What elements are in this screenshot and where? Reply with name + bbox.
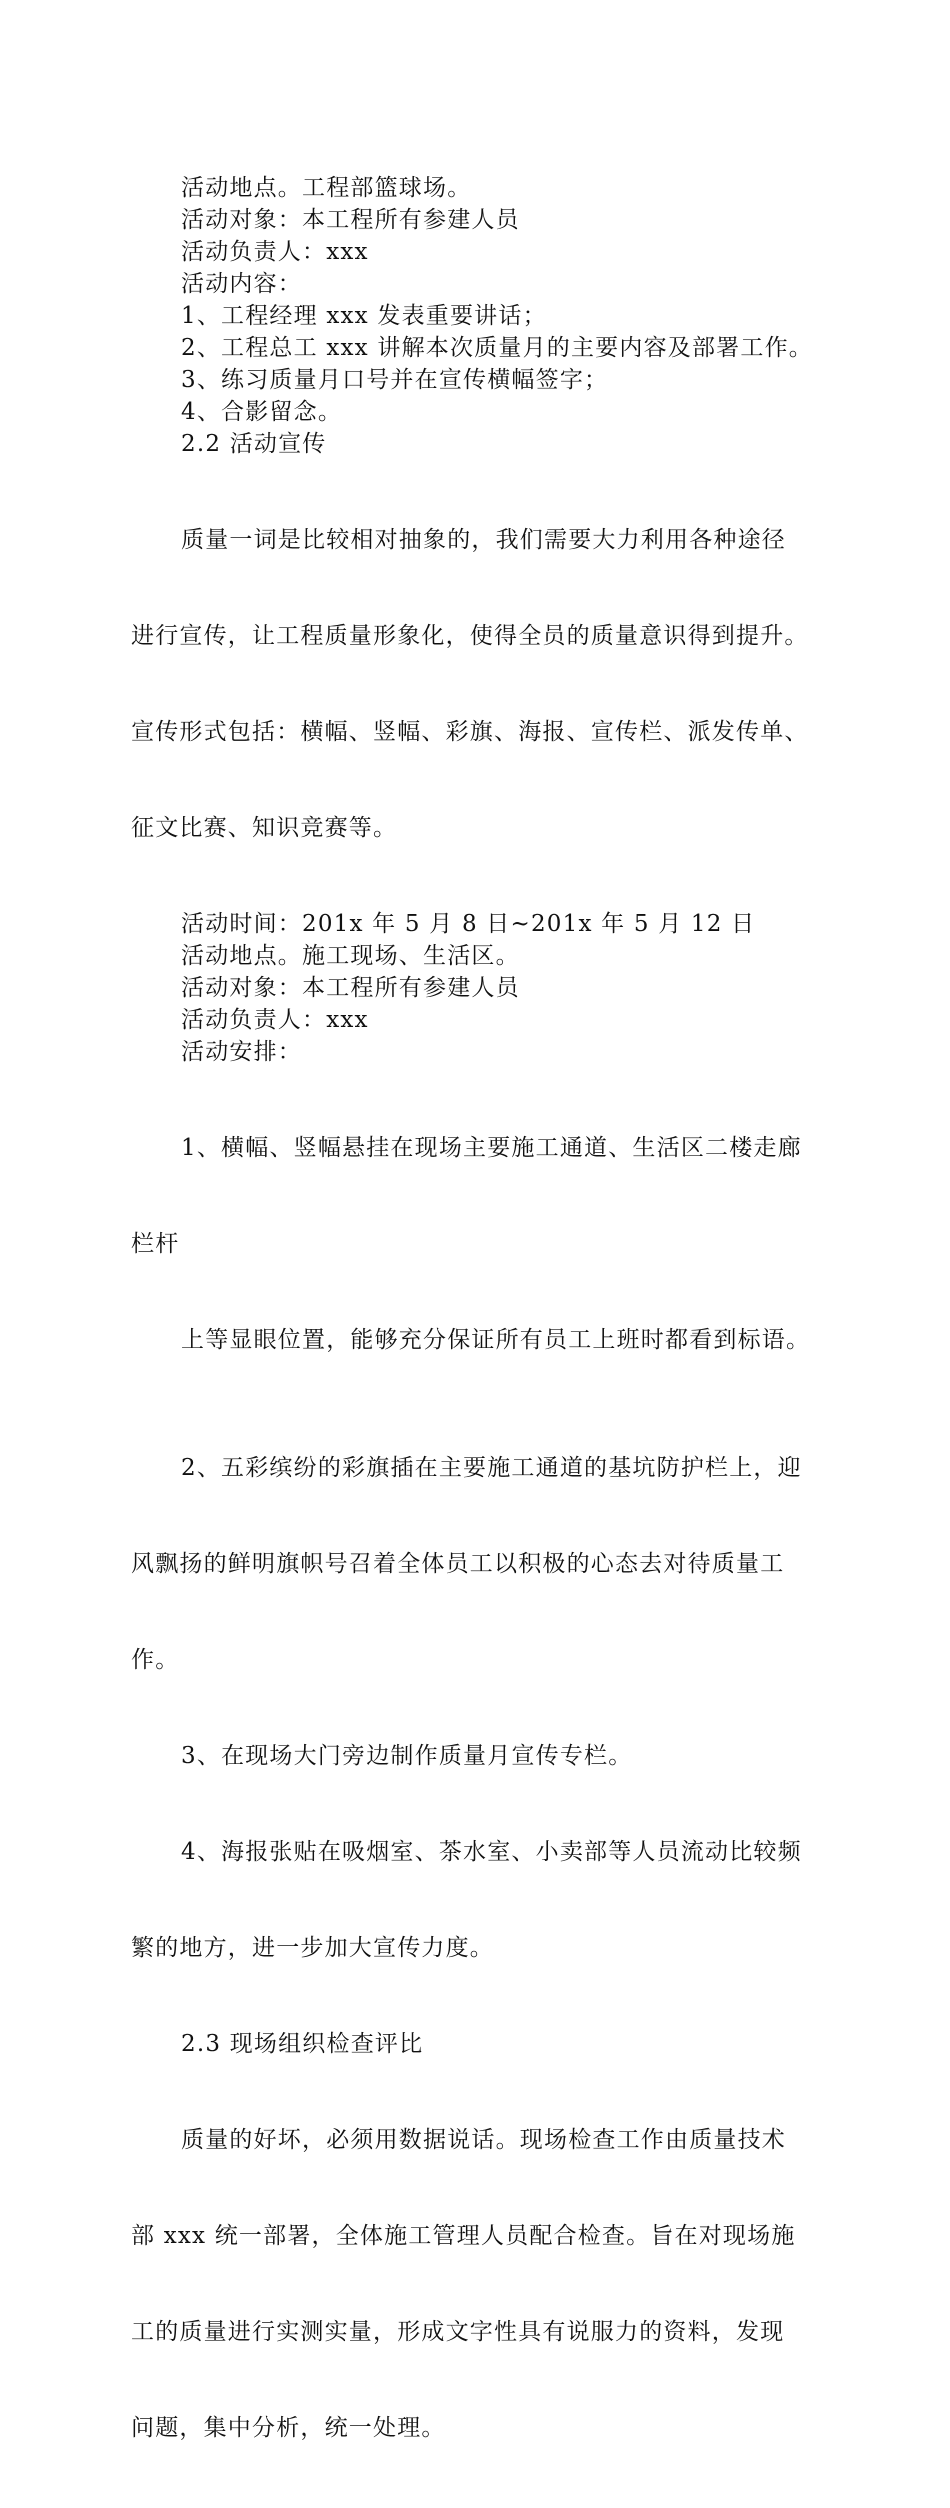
text-line: 部 xxx 统一部署，全体施工管理人员配合检查。旨在对现场施 bbox=[131, 2223, 796, 2249]
arrangement-item-1 bbox=[131, 1068, 831, 1324]
paragraph-participants-2 bbox=[131, 972, 831, 1004]
text-line: 活动负责人：xxx bbox=[181, 1007, 369, 1033]
text-line: 繁的地方，进一步加大宣传力度。 bbox=[131, 1935, 494, 1961]
paragraph-arrangement-heading bbox=[131, 1036, 831, 1068]
text-line: 质量一词是比较相对抽象的，我们需要大力利用各种途径 bbox=[181, 527, 786, 553]
text-line: 2、工程总工 xxx 讲解本次质量月的主要内容及部署工作。 bbox=[181, 335, 813, 361]
paragraph-content-heading bbox=[131, 268, 831, 300]
text-line: 作。 bbox=[131, 1647, 180, 1673]
arrangement-item-3 bbox=[131, 1740, 831, 1772]
text-line: 质量的好坏，必须用数据说话。现场检查工作由质量技术 bbox=[181, 2127, 786, 2153]
section-heading-2-3 bbox=[131, 2028, 831, 2060]
text-line: 风飘扬的鲜明旗帜号召着全体员工以积极的心态去对待质量工 bbox=[131, 1551, 785, 1577]
paragraph-inspection bbox=[131, 2060, 831, 2508]
text-line: 2.2 活动宣传 bbox=[181, 431, 327, 457]
text-line: 问题，集中分析，统一处理。 bbox=[131, 2415, 446, 2441]
list-item-4 bbox=[131, 396, 831, 428]
text-line: 上等显眼位置，能够充分保证所有员工上班时都看到标语。 bbox=[181, 1327, 811, 1353]
text-line: 活动负责人：xxx bbox=[181, 239, 369, 265]
text-line: 活动对象：本工程所有参建人员 bbox=[181, 975, 520, 1001]
arrangement-item-2 bbox=[131, 1388, 831, 1740]
text-line: 宣传形式包括：横幅、竖幅、彩旗、海报、宣传栏、派发传单、 bbox=[131, 719, 809, 745]
text-line: 2、五彩缤纷的彩旗插在主要施工通道的基坑防护栏上，迎 bbox=[181, 1455, 802, 1481]
paragraph-responsible-2 bbox=[131, 1004, 831, 1036]
text-line: 征文比赛、知识竞赛等。 bbox=[131, 815, 398, 841]
paragraph-location-site bbox=[131, 940, 831, 972]
text-line: 活动安排： bbox=[181, 1039, 302, 1065]
text-line: 1、横幅、竖幅悬挂在现场主要施工通道、生活区二楼走廊 bbox=[181, 1135, 802, 1161]
paragraph-participants bbox=[131, 204, 831, 236]
text-line: 4、合影留念。 bbox=[181, 399, 343, 425]
arrangement-item-4 bbox=[131, 1772, 831, 2028]
text-line: 活动地点。施工现场、生活区。 bbox=[181, 943, 520, 969]
text-line: 栏杆 bbox=[131, 1231, 180, 1257]
blank-line bbox=[131, 1356, 831, 1388]
text-line: 1、工程经理 xxx 发表重要讲话； bbox=[181, 303, 547, 329]
paragraph-time bbox=[131, 908, 831, 940]
text-line: 3、在现场大门旁边制作质量月宣传专栏。 bbox=[181, 1743, 633, 1769]
text-line: 进行宣传，让工程质量形象化，使得全员的质量意识得到提升。 bbox=[131, 623, 809, 649]
text-line: 活动时间：201x 年 5 月 8 日~201x 年 5 月 12 日 bbox=[181, 911, 756, 937]
text-line: 4、海报张贴在吸烟室、茶水室、小卖部等人员流动比较频 bbox=[181, 1839, 802, 1865]
text-line: 工的质量进行实测实量，形成文字性具有说服力的资料，发现 bbox=[131, 2319, 785, 2345]
list-item-2 bbox=[131, 332, 831, 364]
text-line: 2.3 现场组织检查评比 bbox=[181, 2031, 424, 2057]
paragraph-responsible bbox=[131, 236, 831, 268]
text-line: 活动地点。工程部篮球场。 bbox=[181, 175, 472, 201]
paragraph-promotion bbox=[131, 460, 831, 908]
text-line: 活动内容： bbox=[181, 271, 302, 297]
document-body bbox=[131, 172, 831, 2508]
section-heading-2-2 bbox=[131, 428, 831, 460]
arrangement-item-1-cont bbox=[131, 1324, 831, 1356]
paragraph-location-basketball bbox=[131, 172, 831, 204]
text-line: 3、练习质量月口号并在宣传横幅签字； bbox=[181, 367, 609, 393]
list-item-1 bbox=[131, 300, 831, 332]
list-item-3 bbox=[131, 364, 831, 396]
text-line: 活动对象：本工程所有参建人员 bbox=[181, 207, 520, 233]
